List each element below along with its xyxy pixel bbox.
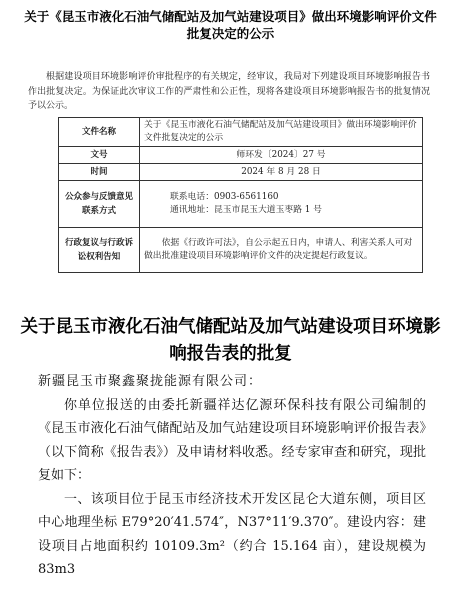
document-addressee: 新疆昆玉市聚鑫聚拢能源有限公司：	[38, 374, 263, 389]
row-key-file-name: 文件名称	[59, 118, 140, 147]
table-row	[59, 118, 423, 147]
table-row	[59, 147, 423, 164]
table-row	[59, 228, 423, 273]
contact-phone: 联系电话：0903-6561160	[170, 192, 279, 202]
table-row	[59, 164, 423, 181]
document-paragraph-1: 你单位报送的由委托新疆祥达亿源环保科技有限公司编制的《昆玉市液化石油气储配站及加气站建设项目环境影响评价报告表》（以下简称《报告表》）及申请材料收悉。经专家审查和研究，现批复如下：	[38, 397, 426, 483]
row-value-file-name: 关于《昆玉市液化石油气储配站及加气站建设项目》做出环境影响评价文件批复决定的公示	[140, 118, 423, 147]
row-key-review-rights: 行政复议与行政诉讼权利告知	[59, 228, 140, 273]
row-value-review-rights: 依据《行政许可法》，自公示起五日内，申请人、利害关系人可对做出批准建设项目环境影响评价文件的决定提起行政复议。	[140, 228, 423, 273]
row-value-contact	[140, 181, 423, 228]
document-body	[38, 370, 426, 582]
row-key-contact: 公众参与反馈意见联系方式	[59, 181, 140, 228]
row-key-time: 时间	[59, 164, 140, 181]
table-row	[59, 181, 423, 228]
notice-info-table	[58, 117, 423, 273]
contact-address: 通讯地址：昆玉市昆玉大道玉枣路 1 号	[170, 205, 322, 215]
notice-intro: 根据建设项目环境影响评价审批程序的有关规定，经审议，我局对下列建设项目环境影响报告书作出批复决定。为保证此次审议工作的严肃性和公正性，现将各建设项目环境影响报告书的批复情况予以公示。	[28, 72, 430, 111]
document-paragraph-2: 一、该项目位于昆玉市经济技术开发区昆仑大道东侧，项目区中心地理坐标 E79°20′41.574″，N37°11′9.370″。建设内容：建设项目占地面积约 10109.3m²（约合 15.164 亩），建设规模为 83m3	[38, 491, 426, 577]
row-value-time: 2024 年 8 月 28 日	[140, 164, 423, 181]
notice-title: 关于《昆玉市液化石油气储配站及加气站建设项目》做出环境影响评价文件批复决定的公示	[24, 9, 437, 41]
row-key-doc-number: 文号	[59, 147, 140, 164]
document-title: 关于昆玉市液化石油气储配站及加气站建设项目环境影响报告表的批复	[20, 317, 441, 364]
row-value-doc-number: 师环发〔2024〕27 号	[140, 147, 423, 164]
